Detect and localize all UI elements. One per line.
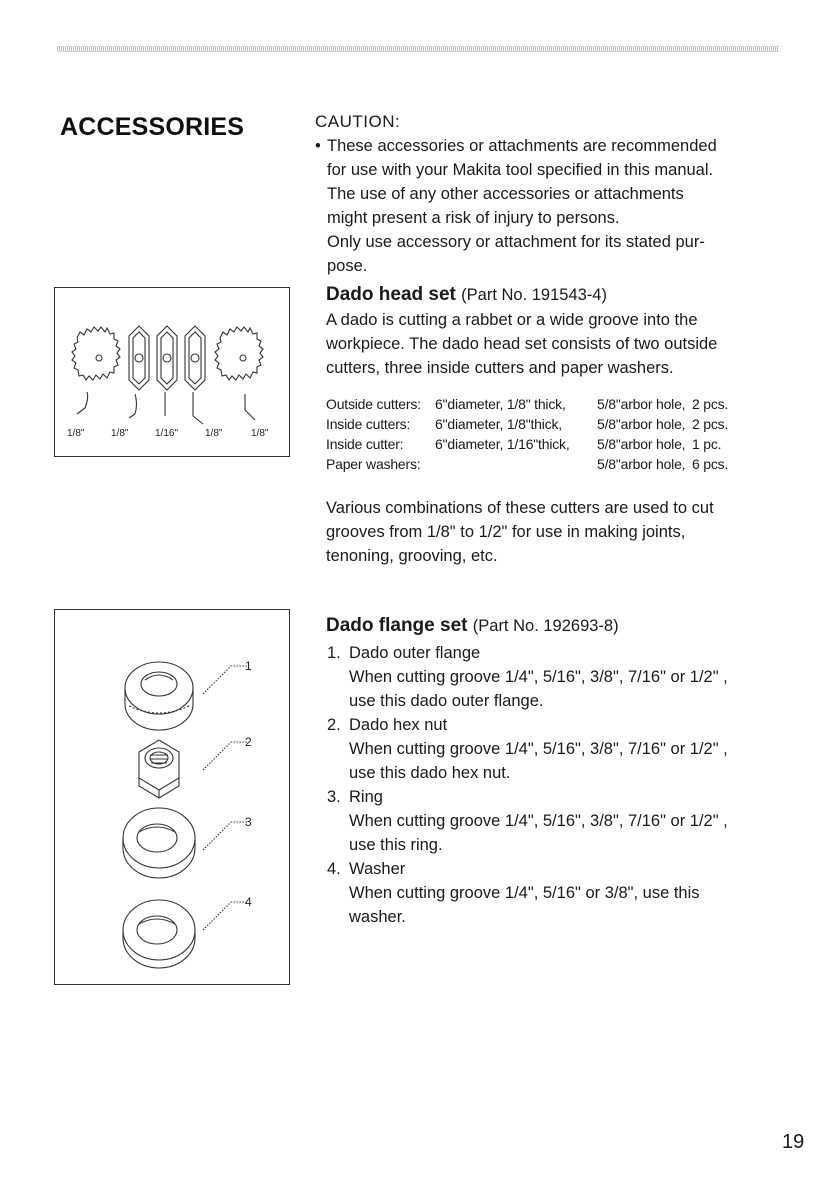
page-number: 19 [782,1131,805,1153]
text-line: cutters, three inside cutters and paper washers. [326,359,674,377]
item-description: use this dado hex nut. [349,764,511,782]
caution-line: Only use accessory or attachment for its stated pur- [327,233,705,251]
item-name: Dado hex nut [349,716,448,734]
figure-label: 2 [245,735,252,749]
figure-label: 1/8" [251,428,269,439]
spec-row [326,454,786,474]
item-number: 4. [327,860,341,878]
dado-head-usage [326,496,786,568]
item-number: 3. [327,788,341,806]
dado-head-description [326,308,786,380]
spec-quantity: 1 pc. [692,436,722,452]
dado-head-title: Dado head set [326,284,456,305]
spec-row [326,434,786,454]
caution-line: might present a risk of injury to persons. [327,209,620,227]
inside-cutter-2-icon [157,326,177,390]
section-title: ACCESSORIES [60,113,245,141]
spec-label: Inside cutter: [326,436,404,452]
spec-hole: 5/8"arbor hole, [597,436,686,452]
caution-text [327,134,717,278]
dado-cutters-illustration [55,288,291,458]
spec-row [326,394,786,414]
figure-label: 3 [245,815,252,829]
item-description: When cutting groove 1/4", 5/16", 3/8", 7/16" or 1/2" , [349,668,728,686]
dado-flange-figure [54,609,290,985]
spec-table [326,394,786,474]
caution-line: The use of any other accessories or attachments [327,185,684,203]
caution-line: pose. [327,257,368,275]
dado-head-section [326,282,786,568]
item-description: When cutting groove 1/4", 5/16" or 3/8", use this [349,884,700,902]
spec-label: Inside cutters: [326,416,411,432]
washer-icon [123,900,195,968]
spec-quantity: 2 pcs. [692,416,729,432]
figure-label: 1/8" [67,428,85,439]
spec-dimension: 6"diameter, 1/8"thick, [435,416,562,432]
dado-flange-section [326,613,786,929]
caution-line: for use with your Makita tool specified in this manual. [327,161,714,179]
inside-cutter-1-icon [129,326,149,390]
text-line: grooves from 1/8" to 1/2" for use in making joints, [326,523,686,541]
ring-icon [123,808,195,878]
figure-label: 1/8" [205,428,223,439]
dado-flange-title: Dado flange set [326,615,468,636]
spec-label: Outside cutters: [326,396,421,412]
spec-dimension: 6"diameter, 1/8" thick, [435,396,566,412]
spec-quantity: 6 pcs. [692,456,729,472]
caution-block [315,112,785,278]
figure-label: 1 [245,659,252,673]
item-description: washer. [349,908,406,926]
dado-flange-illustration [55,610,291,986]
bullet: • [315,137,321,155]
flange-item-list [326,641,786,929]
caution-line: These accessories or attachments are recommended [327,137,717,155]
dado-flange-part-number: (Part No. 192693-8) [472,617,619,635]
text-line: Various combinations of these cutters are used to cut [326,499,714,517]
spec-hole: 5/8"arbor hole, [597,416,686,432]
spec-dimension [435,454,597,474]
item-description: When cutting groove 1/4", 5/16", 3/8", 7/16" or 1/2" , [349,740,728,758]
figure-label: 1/16" [155,428,179,439]
spec-quantity: 2 pcs. [692,396,729,412]
outside-cutter-right-icon [215,327,263,380]
item-description: use this dado outer flange. [349,692,544,710]
item-description: When cutting groove 1/4", 5/16", 3/8", 7/16" or 1/2" , [349,812,728,830]
spec-dimension: 6"diameter, 1/16"thick, [435,436,570,452]
inside-cutter-3-icon [185,326,205,390]
header-rule [57,46,779,52]
list-item [326,641,786,713]
dado-head-part-number: (Part No. 191543-4) [461,286,607,304]
figure-label: 4 [245,895,252,909]
text-line: workpiece. The dado head set consists of two outside [326,335,718,353]
item-number: 1. [327,644,341,662]
item-number: 2. [327,716,341,734]
list-item [326,785,786,857]
caution-body [315,134,785,278]
list-item [326,857,786,929]
dado-flange-heading [326,613,786,639]
text-line: tenoning, grooving, etc. [326,547,498,565]
item-name: Washer [349,860,406,878]
dado-head-figure [54,287,290,457]
spec-hole: 5/8"arbor hole, [597,396,686,412]
caution-label: CAUTION: [315,112,401,131]
hex-nut-icon [139,740,179,798]
item-description: use this ring. [349,836,443,854]
item-name: Dado outer flange [349,644,481,662]
outside-cutter-left-icon [72,327,120,380]
text-line: A dado is cutting a rabbet or a wide groove into the [326,311,698,329]
spec-hole: 5/8"arbor hole, [597,456,686,472]
dado-head-heading [326,282,786,308]
figure-label: 1/8" [111,428,129,439]
item-name: Ring [349,788,383,806]
spec-label: Paper washers: [326,456,421,472]
list-item [326,713,786,785]
spec-row [326,414,786,434]
outer-flange-icon [125,662,193,730]
